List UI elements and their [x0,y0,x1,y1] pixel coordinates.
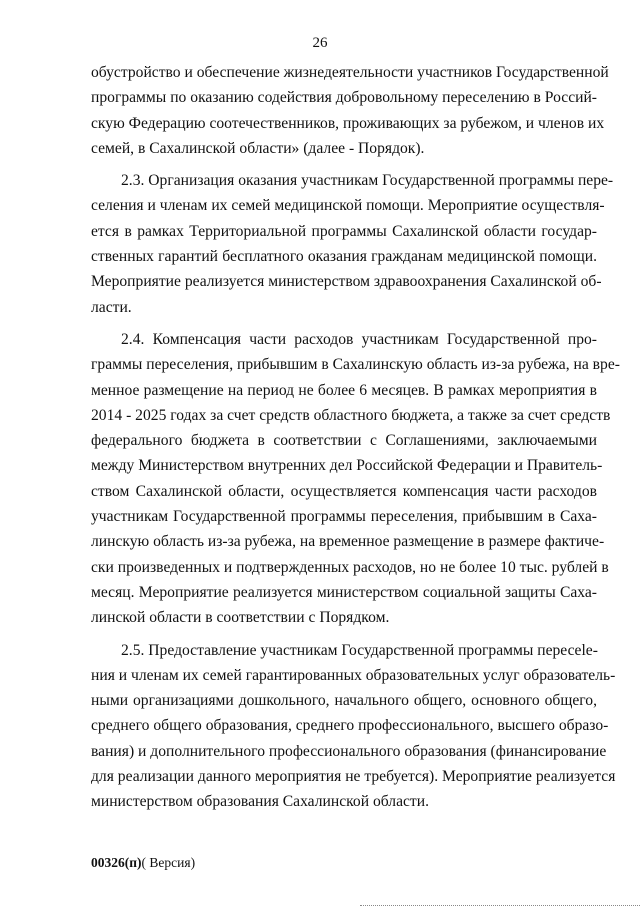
text-line: 2014 - 2025 годах за счет средств областного бюджета, а также за счет средств [91,406,611,424]
document-code: 00326(п) [91,855,142,870]
document-version: ( Версия) [141,855,196,870]
text-line: ски произведенных и подтвержденных расходов, но не более 10 тыс. рублей в [91,558,609,576]
paragraph-2-5 [91,638,616,815]
text-line: участникам Государственной программы переселения, прибывшим в Саха- [91,508,597,526]
document-footer [91,855,195,871]
text-line: семей, в Сахалинской области» (далее - Порядок). [91,139,425,157]
text-line: 2.3. Организация оказания участникам Государственной программы пере- [121,172,614,190]
text-line: для реализации данного мероприятия не требуется). Мероприятие реализуется [91,768,616,786]
text-line: линскую область из-за рубежа, на временное размещение в размере фактиче- [91,533,605,551]
text-line: программы по оказанию содействия добровольному переселению в Россий- [91,89,597,107]
text-line: вания) и дополнительного профессионального образования (финансирование [91,742,607,760]
text-line: ными организациями дошкольного, начального общего, основного общего, [91,692,597,710]
document-body [91,60,620,815]
text-line: месяц. Мероприятие реализуется министерством социальной защиты Саха- [91,583,597,601]
text-line: ством Сахалинской области, осуществляется компенсация части расходов [91,482,597,500]
text-line: 2.4. Компенсация части расходов участникам Государственной про- [121,330,597,348]
text-line: ния и членам их семей гарантированных образовательных услуг образователь- [91,666,616,684]
text-line: менное размещение на период не более 6 месяцев. В рамках мероприятия в [91,381,597,399]
text-line: селения и членам их семей медицинской помощи. Мероприятие осуществля- [91,197,605,215]
text-line: федерального бюджета в соответствии с Соглашениями, заключаемыми [91,432,597,450]
text-line: обустройство и обеспечение жизнедеятельности участников Государственной [91,64,609,81]
text-line: ласти. [91,298,132,316]
text-line: Мероприятие реализуется министерством здравоохранения Сахалинской об- [91,273,602,291]
text-line: ственных гарантий бесплатного оказания гражданам медицинской помощи. [91,248,597,266]
scan-edge-rule [360,905,640,907]
text-line: скую Федерацию соотечественников, проживающих за рубежом, и членов их [91,114,605,132]
page-number: 26 [312,35,328,51]
text-line: граммы переселения, прибывшим в Сахалинскую область из-за рубежа, на вре- [91,356,620,374]
paragraph-2-4 [91,327,620,631]
text-line: министерством образования Сахалинской области. [91,793,429,811]
text-line: ется в рамках Территориальной программы Сахалинской области государ- [91,222,597,240]
paragraph-2-3 [91,168,614,320]
text-line: среднего общего образования, среднего профессионального, высшего образо- [91,717,609,735]
text-line: 2.5. Предоставление участникам Государственной программы пересele- [121,641,598,659]
text-line: между Министерством внутренних дел Российской Федерации и Правитель- [91,457,603,475]
paragraph-intro [91,60,609,161]
text-line: линской области в соответствии с Порядком. [91,609,390,627]
